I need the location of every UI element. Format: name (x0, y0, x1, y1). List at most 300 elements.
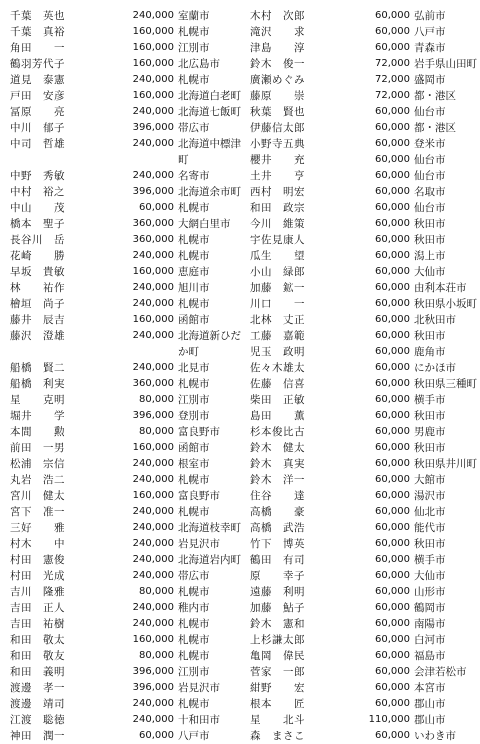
entry-place: 札幌市 (178, 698, 210, 710)
entry-name: 和田 敬友 (10, 650, 65, 662)
entry-place: 北海道岩内町 (178, 554, 241, 566)
entry-name: 亀岡 偉民 (250, 650, 305, 662)
list-item (250, 488, 480, 504)
entry-place: 鶴岡市 (414, 602, 446, 614)
list-item (250, 584, 480, 600)
entry-amount: 240,000 (132, 618, 174, 629)
list-item (10, 280, 242, 296)
entry-place: 帯広市 (178, 122, 210, 134)
entry-name: 鶴羽芳代子 (10, 58, 65, 70)
entry-amount: 396,000 (132, 410, 174, 421)
list-item (10, 328, 242, 360)
list-item (10, 184, 242, 200)
entry-amount: 60,000 (375, 186, 410, 197)
entry-name: 上杉謙太郎 (250, 634, 305, 646)
list-item (250, 680, 480, 696)
entry-name: 加藤 鮎子 (250, 602, 305, 614)
list-item (250, 72, 480, 88)
entry-place: 秋田市 (414, 442, 446, 454)
entry-name: 渡邊 孝一 (10, 682, 65, 694)
entry-name: 中川 郁子 (10, 122, 65, 134)
entry-amount: 60,000 (375, 106, 410, 117)
entry-place: 北海道余市町 (178, 186, 241, 198)
entry-name: 吉田 正人 (10, 602, 65, 614)
entry-amount: 240,000 (132, 298, 174, 309)
entry-name: 小野寺五典 (250, 138, 305, 150)
list-item (250, 168, 480, 184)
entry-name: 森 まさこ (250, 730, 305, 742)
entry-amount: 60,000 (375, 250, 410, 261)
entry-amount: 396,000 (132, 186, 174, 197)
list-item (10, 584, 242, 600)
entry-place: 由利本荘市 (414, 282, 467, 294)
entry-name: 櫻井 充 (250, 154, 305, 166)
entry-name: 滝沢 求 (250, 26, 305, 38)
entry-name: 藤井 辰吉 (10, 314, 65, 326)
list-item (10, 456, 242, 472)
list-item (10, 728, 242, 744)
entry-amount: 60,000 (375, 122, 410, 133)
entry-place: 帯広市 (178, 570, 210, 582)
list-item (10, 88, 242, 104)
entry-amount: 60,000 (375, 346, 410, 357)
list-item (250, 136, 480, 152)
entry-name: 藤沢 澄雄 (10, 330, 65, 342)
entry-name: 竹下 博英 (250, 538, 305, 550)
entry-name: 和田 義明 (10, 666, 65, 678)
entry-name: 加藤 鉱一 (250, 282, 305, 294)
entry-name: 吉川 隆雅 (10, 586, 65, 598)
entry-name: 渡邊 靖司 (10, 698, 65, 710)
entry-place: 湯沢市 (414, 490, 446, 502)
entry-place: 仙台市 (414, 202, 446, 214)
entry-place: 大仙市 (414, 570, 446, 582)
entry-name: 船橋 利実 (10, 378, 65, 390)
list-item (10, 216, 242, 232)
entry-amount: 60,000 (375, 650, 410, 661)
entry-name: 高橋 豪 (250, 506, 305, 518)
entry-place: 江別市 (178, 42, 210, 54)
entry-name: 住谷 達 (250, 490, 305, 502)
list-item (10, 8, 242, 24)
entry-amount: 240,000 (132, 554, 174, 565)
list-item (10, 440, 242, 456)
entry-name: 津島 淳 (250, 42, 305, 54)
list-item (10, 40, 242, 56)
entry-amount: 240,000 (132, 106, 174, 117)
entry-place: 登別市 (178, 410, 210, 422)
list-item (10, 120, 242, 136)
list-item (250, 328, 480, 344)
entry-amount: 60,000 (375, 506, 410, 517)
entry-place: 秋田県小坂町 (414, 298, 477, 310)
entry-amount: 60,000 (375, 634, 410, 645)
right-column (242, 8, 480, 742)
entry-place: 札幌市 (178, 618, 210, 630)
entry-name: 鶴田 有司 (250, 554, 305, 566)
entry-amount: 240,000 (132, 282, 174, 293)
list-item (250, 696, 480, 712)
entry-place: 函館市 (178, 314, 210, 326)
list-item (10, 648, 242, 664)
list-item (250, 456, 480, 472)
list-item (250, 472, 480, 488)
entry-place: 男鹿市 (414, 426, 446, 438)
entry-place: 都・港区 (414, 90, 456, 102)
list-item (10, 24, 242, 40)
list-item (10, 664, 242, 680)
entry-place: 本宮市 (414, 682, 446, 694)
entry-name: 宮下 准一 (10, 506, 65, 518)
list-item (10, 200, 242, 216)
entry-amount: 60,000 (375, 602, 410, 613)
entry-place: 秋田県井川町 (414, 458, 477, 470)
list-item (250, 56, 480, 72)
entry-place: 名寄市 (178, 170, 210, 182)
list-item (250, 536, 480, 552)
entry-place: 八戸市 (178, 730, 210, 742)
list-item (250, 248, 480, 264)
entry-amount: 240,000 (132, 10, 174, 21)
entry-amount: 60,000 (375, 458, 410, 469)
list-item (10, 536, 242, 552)
entry-amount: 60,000 (375, 234, 410, 245)
entry-place: 八戸市 (414, 26, 446, 38)
entry-name: 宮川 健太 (10, 490, 65, 502)
entry-name: 原 幸子 (250, 570, 305, 582)
list-item (250, 296, 480, 312)
entry-place: 札幌市 (178, 378, 210, 390)
entry-amount: 60,000 (139, 730, 174, 741)
entry-amount: 80,000 (139, 586, 174, 597)
entry-place: 旭川市 (178, 282, 210, 294)
list-item (10, 696, 242, 712)
entry-name: 和田 敬太 (10, 634, 65, 646)
entry-amount: 80,000 (139, 394, 174, 405)
list-item (250, 520, 480, 536)
entry-place: 札幌市 (178, 74, 210, 86)
list-item (250, 360, 480, 376)
entry-place: 福島市 (414, 650, 446, 662)
entry-name: 川口 一 (250, 298, 305, 310)
entry-place: 札幌市 (178, 586, 210, 598)
entry-name: 丸岩 浩二 (10, 474, 65, 486)
list-item (250, 232, 480, 248)
list-item (10, 56, 242, 72)
entry-place: 札幌市 (178, 650, 210, 662)
entry-amount: 240,000 (132, 458, 174, 469)
entry-amount: 160,000 (132, 90, 174, 101)
entry-amount: 60,000 (375, 218, 410, 229)
entry-place: 横手市 (414, 554, 446, 566)
entry-place: 白河市 (414, 634, 446, 646)
entry-name: 藤原 崇 (250, 90, 305, 102)
entry-amount: 240,000 (132, 570, 174, 581)
list-item (10, 392, 242, 408)
entry-name: 中野 秀敏 (10, 170, 65, 182)
entry-name: 和田 政宗 (250, 202, 305, 214)
entry-place: 江別市 (178, 394, 210, 406)
entry-amount: 110,000 (368, 714, 410, 725)
entry-place: 北海道白老町 (178, 90, 241, 102)
entry-place: 岩見沢市 (178, 682, 220, 694)
entry-name: 瓜生 望 (250, 250, 305, 262)
entry-amount: 240,000 (132, 602, 174, 613)
entry-place: 大網白里市 (178, 218, 231, 230)
entry-name: 三好 雅 (10, 522, 65, 534)
entry-amount: 60,000 (375, 362, 410, 373)
entry-place: 恵庭市 (178, 266, 210, 278)
entry-amount: 60,000 (375, 26, 410, 37)
list-item (10, 632, 242, 648)
entry-amount: 60,000 (375, 378, 410, 389)
entry-name: 北林 丈正 (250, 314, 305, 326)
entry-name: 紺野 宏 (250, 682, 305, 694)
entry-name: 菅家 一郎 (250, 666, 305, 678)
entry-name: 船橋 賢二 (10, 362, 65, 374)
list-item (10, 360, 242, 376)
entry-amount: 396,000 (132, 682, 174, 693)
entry-name: 星 北斗 (250, 714, 305, 726)
entry-name: 千葉 真裕 (10, 26, 65, 38)
entry-amount: 60,000 (375, 410, 410, 421)
list-item (10, 168, 242, 184)
entry-place: 弘前市 (414, 10, 446, 22)
entry-place: 大館市 (414, 474, 446, 486)
list-item (250, 648, 480, 664)
list-item (10, 232, 242, 248)
entry-name: 星 克明 (10, 394, 65, 406)
entry-place: 青森市 (414, 42, 446, 54)
entry-amount: 60,000 (375, 42, 410, 53)
entry-place: 札幌市 (178, 298, 210, 310)
entry-name: 戸田 安彦 (10, 90, 65, 102)
entry-place: 岩見沢市 (178, 538, 220, 550)
entry-place: 函館市 (178, 442, 210, 454)
list-item (10, 712, 242, 728)
list-item (10, 264, 242, 280)
entry-place: 十和田市 (178, 714, 220, 726)
list-item (250, 216, 480, 232)
entry-name: 花崎 勝 (10, 250, 65, 262)
entry-name: 木村 次郎 (250, 10, 305, 22)
entry-place: 札幌市 (178, 250, 210, 262)
entry-name: 鈴木 真実 (250, 458, 305, 470)
entry-place: 北海道七飯町 (178, 106, 241, 118)
list-item (10, 424, 242, 440)
list-item (250, 600, 480, 616)
list-item (250, 440, 480, 456)
entry-place: 札幌市 (178, 506, 210, 518)
entry-name: 鈴木 俊一 (250, 58, 305, 70)
entry-name: 橋本 聖子 (10, 218, 65, 230)
entry-place: 北海道中標津町 (178, 138, 241, 166)
entry-place: 秋田市 (414, 234, 446, 246)
entry-place: 札幌市 (178, 202, 210, 214)
list-item (250, 712, 480, 728)
entry-place: 横手市 (414, 394, 446, 406)
entry-amount: 240,000 (132, 538, 174, 549)
list-item (250, 568, 480, 584)
entry-name: 高橋 武浩 (250, 522, 305, 534)
entry-name: 今川 維策 (250, 218, 305, 230)
entry-amount: 240,000 (132, 506, 174, 517)
entry-amount: 360,000 (132, 378, 174, 389)
list-item (250, 616, 480, 632)
entry-amount: 60,000 (375, 330, 410, 341)
entry-amount: 396,000 (132, 122, 174, 133)
entry-name: 冨原 亮 (10, 106, 65, 118)
list-item (10, 568, 242, 584)
entry-place: 盛岡市 (414, 74, 446, 86)
entry-amount: 60,000 (375, 202, 410, 213)
entry-name: 佐藤 信喜 (250, 378, 305, 390)
list-item (250, 504, 480, 520)
entry-amount: 240,000 (132, 362, 174, 373)
entry-place: 札幌市 (178, 234, 210, 246)
entry-amount: 60,000 (375, 314, 410, 325)
entry-name: 道見 泰憲 (10, 74, 65, 86)
entry-place: 北秋田市 (414, 314, 456, 326)
entry-place: 山形市 (414, 586, 446, 598)
entry-amount: 60,000 (375, 538, 410, 549)
entry-amount: 60,000 (375, 266, 410, 277)
entry-place: 仙台市 (414, 106, 446, 118)
entry-name: 吉田 祐樹 (10, 618, 65, 630)
list-item (250, 152, 480, 168)
entry-name: 杉本俊比古 (250, 426, 305, 438)
entry-amount: 60,000 (375, 474, 410, 485)
list-item (250, 200, 480, 216)
entry-amount: 60,000 (375, 570, 410, 581)
entry-name: 西村 明宏 (250, 186, 305, 198)
list-item (10, 520, 242, 536)
entry-name: 工藤 嘉範 (250, 330, 305, 342)
list-item (250, 24, 480, 40)
list-item (250, 424, 480, 440)
entry-amount: 60,000 (375, 154, 410, 165)
list-item (250, 632, 480, 648)
list-item (10, 136, 242, 168)
entry-name: 中村 裕之 (10, 186, 65, 198)
list-item (10, 72, 242, 88)
entry-amount: 60,000 (139, 202, 174, 213)
entry-amount: 60,000 (375, 618, 410, 629)
list-item (250, 664, 480, 680)
entry-amount: 60,000 (375, 554, 410, 565)
entry-amount: 60,000 (375, 666, 410, 677)
entry-amount: 60,000 (375, 10, 410, 21)
entry-name: 中山 茂 (10, 202, 65, 214)
entry-amount: 72,000 (375, 58, 410, 69)
entry-name: 村木 中 (10, 538, 65, 550)
list-item (250, 312, 480, 328)
entry-amount: 60,000 (375, 490, 410, 501)
entry-amount: 240,000 (132, 330, 174, 341)
entry-place: 大仙市 (414, 266, 446, 278)
list-item (250, 8, 480, 24)
entry-amount: 60,000 (375, 586, 410, 597)
entry-amount: 60,000 (375, 522, 410, 533)
entry-name: 土井 亨 (250, 170, 305, 182)
entry-place: 都・港区 (414, 122, 456, 134)
entry-place: いわき市 (414, 730, 456, 742)
entry-place: 江別市 (178, 666, 210, 678)
entry-place: 登米市 (414, 138, 446, 150)
entry-name: 佐々木雄太 (250, 362, 305, 374)
entry-name: 鈴木 健太 (250, 442, 305, 454)
entry-amount: 160,000 (132, 442, 174, 453)
list-item (10, 504, 242, 520)
entry-place: 北広島市 (178, 58, 220, 70)
list-item (10, 552, 242, 568)
entry-amount: 60,000 (375, 394, 410, 405)
entry-place: 秋田市 (414, 410, 446, 422)
entry-amount: 72,000 (375, 90, 410, 101)
entry-name: 前田 一男 (10, 442, 65, 454)
entry-place: 稚内市 (178, 602, 210, 614)
entry-amount: 60,000 (375, 298, 410, 309)
entry-place: 札幌市 (178, 634, 210, 646)
entry-place: 郡山市 (414, 698, 446, 710)
entry-amount: 60,000 (375, 698, 410, 709)
entry-amount: 160,000 (132, 42, 174, 53)
entry-place: 富良野市 (178, 426, 220, 438)
list-item (250, 728, 480, 744)
list-item (250, 104, 480, 120)
entry-amount: 60,000 (375, 138, 410, 149)
entry-name: 伊藤信太郎 (250, 122, 305, 134)
entry-name: 遠藤 利明 (250, 586, 305, 598)
list-item (250, 280, 480, 296)
entry-name: 中司 哲雄 (10, 138, 65, 150)
entry-name: 村田 光成 (10, 570, 65, 582)
list-item (10, 376, 242, 392)
entry-place: 富良野市 (178, 490, 220, 502)
list-item (10, 616, 242, 632)
entry-amount: 240,000 (132, 170, 174, 181)
list-item (10, 680, 242, 696)
entry-name: 村田 憲俊 (10, 554, 65, 566)
entry-amount: 160,000 (132, 490, 174, 501)
list-item (10, 488, 242, 504)
entry-place: にかほ市 (414, 362, 456, 374)
entry-amount: 60,000 (375, 170, 410, 181)
entry-amount: 160,000 (132, 58, 174, 69)
entry-name: 柴田 正敏 (250, 394, 305, 406)
entry-name: 角田 一 (10, 42, 65, 54)
entry-name: 長谷川 岳 (10, 234, 65, 246)
entry-amount: 80,000 (139, 426, 174, 437)
entry-place: 能代市 (414, 522, 446, 534)
list-item (250, 120, 480, 136)
list-item (250, 344, 480, 360)
entry-name: 鈴木 洋一 (250, 474, 305, 486)
list-item (10, 408, 242, 424)
entry-amount: 360,000 (132, 234, 174, 245)
left-column (10, 8, 242, 742)
entry-amount: 240,000 (132, 250, 174, 261)
entry-place: 鹿角市 (414, 346, 446, 358)
entry-amount: 240,000 (132, 74, 174, 85)
entry-amount: 60,000 (375, 282, 410, 293)
entry-amount: 160,000 (132, 634, 174, 645)
entry-amount: 240,000 (132, 474, 174, 485)
entry-name: 秋葉 賢也 (250, 106, 305, 118)
entry-name: 林 祐作 (10, 282, 65, 294)
entry-place: 根室市 (178, 458, 210, 470)
list-item (250, 408, 480, 424)
